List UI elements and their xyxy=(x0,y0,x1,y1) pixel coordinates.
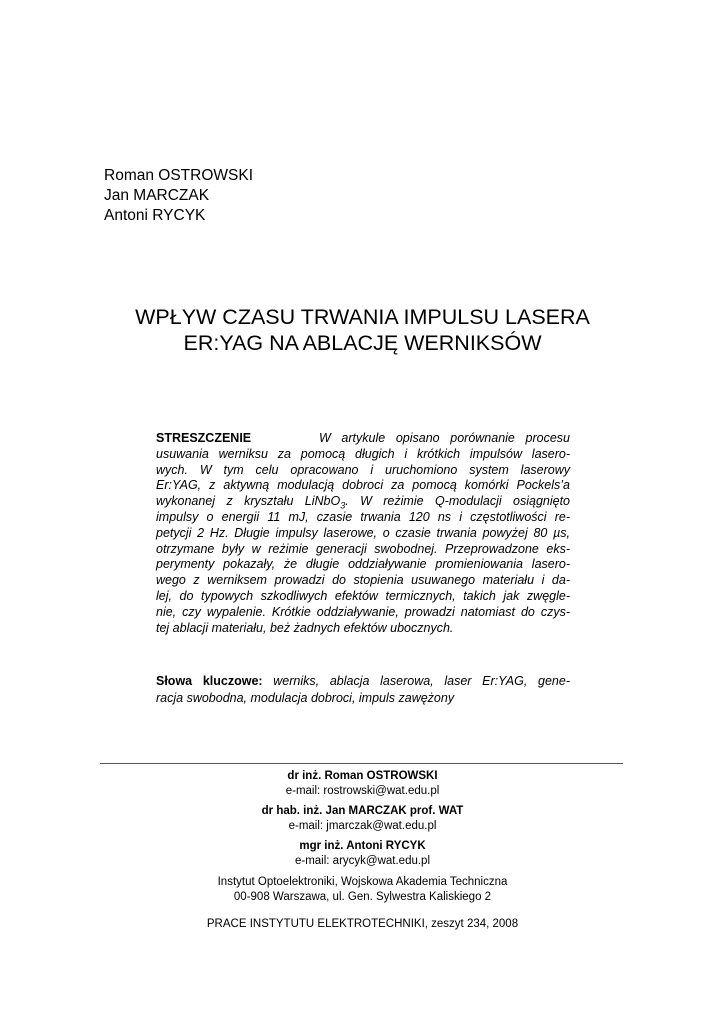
abstract-text: W artykule opisano porównanie procesu xyxy=(319,431,570,445)
affiliation-email: e-mail: rostrowski@wat.edu.pl xyxy=(285,785,440,797)
divider xyxy=(100,763,623,764)
keywords-text: werniks, ablacja laserowa, laser Er:YAG, gene- xyxy=(273,674,570,688)
abstract-line: tej ablacji materiału, beż żadnych efektów ubocznych. xyxy=(156,620,454,635)
author-list xyxy=(104,166,253,226)
institute-line: 00-908 Warszawa, ul. Gen. Sylwestra Kaliskiego 2 xyxy=(233,891,492,903)
abstract-line: perymenty pokazały, że długie oddziaływanie promieniowania lasero- xyxy=(156,557,570,572)
abstract-line: Er:YAG, z aktywną modulacją dobroci za pomocą komórki Pockels’a xyxy=(156,478,570,493)
affiliation-email: e-mail: arycyk@wat.edu.pl xyxy=(294,855,431,867)
paper-title xyxy=(100,304,625,356)
abstract-line xyxy=(156,494,570,510)
abstract xyxy=(156,431,570,636)
author-name: Jan MARCZAK xyxy=(104,187,210,204)
abstract-text: . W reżimie Q-modulacji osiągnięto xyxy=(345,494,570,509)
affiliation-name: dr inż. Roman OSTROWSKI xyxy=(287,770,438,782)
affiliations xyxy=(100,769,625,932)
keywords-line xyxy=(156,673,570,690)
abstract-line xyxy=(156,431,570,447)
abstract-line: otrzymane były w reżimie generacji swobodnej. Przeprowadzone eks- xyxy=(156,541,570,556)
abstract-line: lej, do typowych szkodliwych efektów termicznych, takich jak zwęgle- xyxy=(156,588,570,603)
keywords-line: racja swobodna, modulacja dobroci, impuls zawężony xyxy=(156,691,455,705)
affiliation-name: dr hab. inż. Jan MARCZAK prof. WAT xyxy=(261,805,464,817)
abstract-line: wych. W tym celu opracowano i uruchomiono system laserowy xyxy=(156,462,570,477)
affiliation-name: mgr inż. Antoni RYCYK xyxy=(299,840,426,852)
institute xyxy=(100,875,625,905)
author-name: Roman OSTROWSKI xyxy=(104,167,253,184)
title-line: ER:YAG NA ABLACJĘ WERNIKSÓW xyxy=(183,331,542,355)
affiliation-block xyxy=(100,769,625,799)
affiliation-block xyxy=(100,839,625,869)
subscript: 3 xyxy=(340,500,346,511)
abstract-line: usuwania werniksu za pomocą długich i krótkich impulsów lasero- xyxy=(156,446,570,461)
abstract-line: petycji 2 Hz. Długie impulsy laserowe, o czasie trwania powyżej 80 µs, xyxy=(156,525,570,540)
journal-info: PRACE INSTYTUTU ELEKTROTECHNIKI, zeszyt 234, 2008 xyxy=(206,918,519,930)
abstract-line: impulsy o energii 11 mJ, czasie trwania 120 ns i częstotliwości re- xyxy=(156,509,570,524)
abstract-label: STRESZCZENIE xyxy=(156,431,252,445)
affiliation-email: e-mail: jmarczak@wat.edu.pl xyxy=(288,820,437,832)
title-line: WPŁYW CZASU TRWANIA IMPULSU LASERA xyxy=(135,305,590,329)
affiliation-block xyxy=(100,804,625,834)
abstract-line: nie, czy wypalenie. Krótkie oddziaływanie, prowadzi natomiast do czys- xyxy=(156,604,570,619)
author-name: Antoni RYCYK xyxy=(104,207,206,224)
abstract-text: wykonanej z kryształu LiNbO xyxy=(156,494,341,509)
abstract-line: wego z werniksem prowadzi do stopienia usuwanego materiału i da- xyxy=(156,573,570,588)
keywords-label: Słowa kluczowe: xyxy=(156,674,263,688)
keywords xyxy=(156,673,570,707)
institute-line: Instytut Optoelektroniki, Wojskowa Akademia Techniczna xyxy=(217,876,508,888)
